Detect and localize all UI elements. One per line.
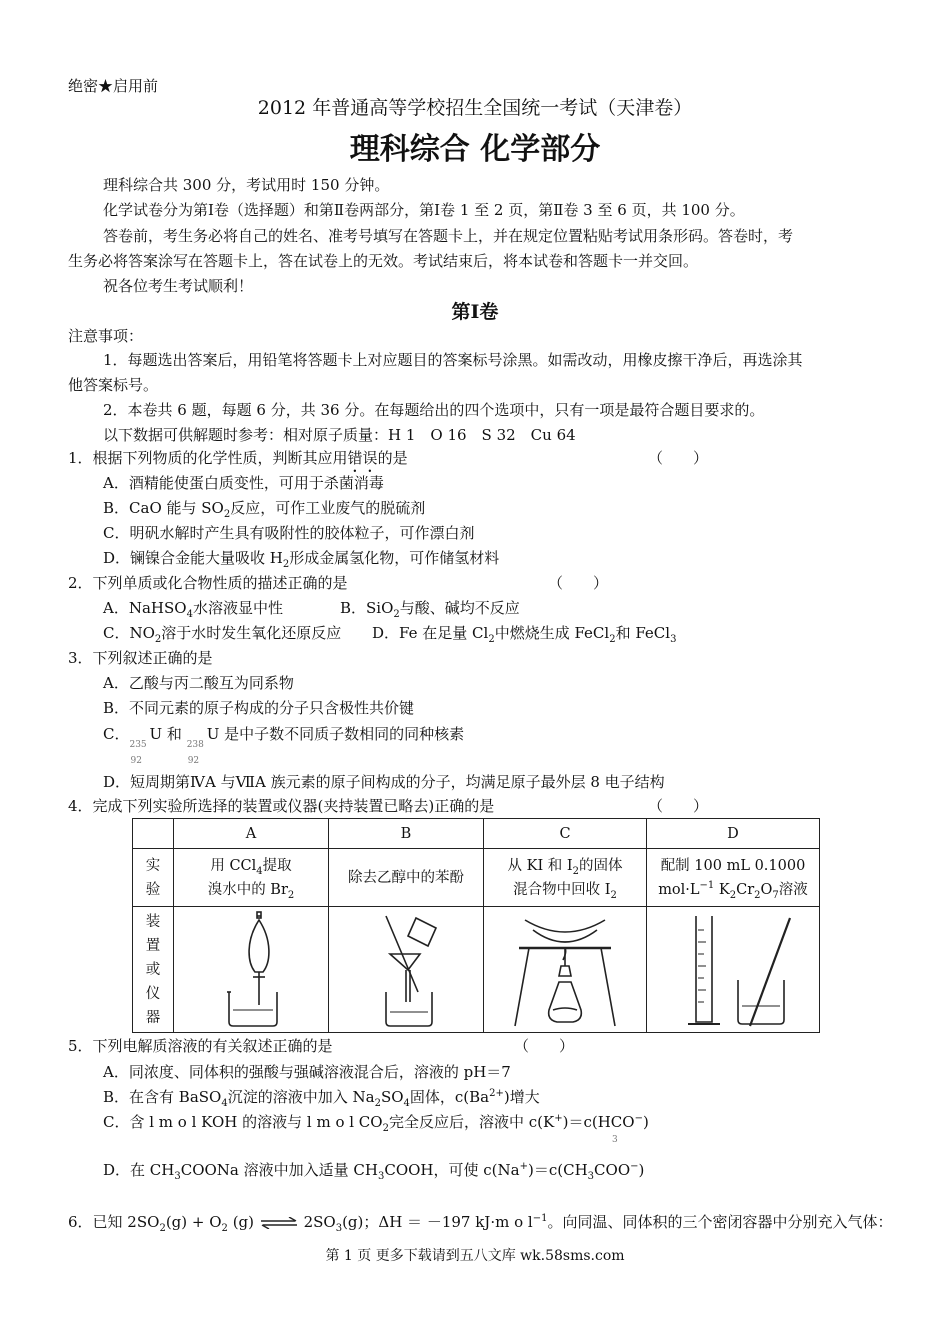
row-label-apparatus: 装 置 或 仪 器	[133, 907, 174, 1033]
q1-stem: 1．根据下列物质的化学性质，判断其应用错误的是	[68, 449, 408, 467]
q2-option-c: C．$NO_2$溶于水时发生氧化还原反应	[103, 624, 342, 645]
q4-stem: 4．完成下列实验所选择的装置或仪器(夹持装置已略去)正确的是	[68, 797, 495, 815]
q1-option-b: B．CaO 能与 $SO_2$反应，可作工业废气的脱硫剂	[103, 499, 426, 520]
q1-option-d: D．镧镍合金能大量吸收 $H_2$形成金属氢化物，可作储氢材料	[103, 549, 500, 570]
col-header-c: C	[484, 819, 647, 849]
sublimation-apparatus-icon	[505, 910, 625, 1030]
q3-stem: 3．下列叙述正确的是	[68, 649, 213, 667]
col-header-b: B	[329, 819, 484, 849]
q3-option-a: A．乙酸与丙二酸互为同系物	[103, 674, 294, 692]
q2-option-a: A．NaHSO$_4$水溶液显中性	[103, 599, 283, 620]
exam-title: 2012 年普通高等学校招生全国统一考试（天津卷）	[257, 97, 693, 119]
table-corner	[133, 819, 174, 849]
reference-data: 以下数据可供解题时参考：相对原子质量：H 1 O 16 S 32 Cu 64	[103, 426, 576, 444]
cell-a-experiment: 用 CCl$_4$提取 溴水中的 $Br_2$	[174, 849, 329, 907]
q3-option-b: B．不同元素的原子构成的分子只含极性共价键	[103, 699, 415, 717]
row-label-experiment: 实 验	[133, 849, 174, 907]
q1-answer-paren: （ ）	[648, 449, 709, 467]
q5-option-a: A．同浓度、同体积的强酸与强碱溶液混合后，溶液的 pH＝7	[103, 1063, 511, 1081]
q2-option-b: B．SiO$_2$与酸、碱均不反应	[340, 599, 520, 620]
note-line: 他答案标号。	[68, 376, 159, 394]
q1-option-a: A．酒精能使蛋白质变性，可用于杀菌消毒	[103, 474, 384, 492]
cell-a-apparatus	[174, 907, 329, 1033]
cell-b-apparatus	[329, 907, 484, 1033]
page-footer: 第 1 页 更多下载请到五八文库 wk.58sms.com	[325, 1248, 625, 1264]
q5-option-c: C．含 l m o l KOH 的溶液与 l m o l $CO_2$完全反应后，溶液中 c(K+)＝c(HCO−)	[103, 1113, 649, 1134]
q3-option-c: C． 235 92 U 和 238 92 U 是中子数不同质子数相同的同种核素	[103, 725, 465, 766]
q5-answer-paren: （ ）	[514, 1037, 575, 1055]
intro-line: 祝各位考生考试顺利！	[103, 277, 254, 295]
q5-stem: 5．下列电解质溶液的有关叙述正确的是	[68, 1037, 333, 1055]
secret-mark: 绝密★启用前	[68, 77, 159, 95]
cell-d-experiment: 配制 100 mL 0.1000 $mol\cdot L^{-1}$ $K_2Cr_2O_7$溶液	[647, 849, 820, 907]
q5-option-d: D．在 $CH_3COONa$ 溶液中加入适量 $CH_3COOH$，可使 $c(Na^+)=c(CH_3COO^-)$	[103, 1161, 645, 1182]
q1-option-c: C．明矾水解时产生具有吸附性的胶体粒子，可作漂白剂	[103, 524, 475, 542]
q5-c-subscript: 3	[612, 1135, 618, 1145]
cell-c-experiment: 从 KI 和 $I_2$的固体 混合物中回收 $I_2$	[484, 849, 647, 907]
filtration-funnel-icon	[356, 910, 456, 1030]
q4-answer-paren: （ ）	[648, 797, 709, 815]
intro-line: 答卷前，考生务必将自己的姓名、准考号填写在答题卡上，并在规定位置粘贴考试用条形码。答卷时，考	[103, 227, 794, 245]
col-header-a: A	[174, 819, 329, 849]
cell-d-apparatus	[647, 907, 820, 1033]
separatory-funnel-icon	[201, 910, 301, 1030]
apparatus-table	[132, 818, 820, 1033]
q3-option-d: D．短周期第ⅣA 与ⅦA 族元素的原子间构成的分子，均满足原子最外层 8 电子结构	[103, 773, 665, 791]
note-line: 2．本卷共 6 题，每题 6 分，共 36 分。在每题给出的四个选项中，只有一项是最符合题目要求的。	[103, 401, 765, 419]
intro-line: 生务必将答案涂写在答题卡上，答在试卷上的无效。考试结束后，将本试卷和答题卡一并交回。	[68, 252, 699, 270]
notes-heading: 注意事项：	[68, 327, 144, 345]
intro-line: 化学试卷分为第Ⅰ卷（选择题）和第Ⅱ卷两部分，第Ⅰ卷 1 至 2 页，第Ⅱ卷 3 至 6 页，共 100 分。	[103, 201, 745, 219]
q2-stem: 2．下列单质或化合物性质的描述正确的是	[68, 574, 348, 592]
graduated-cylinder-beaker-icon	[668, 910, 798, 1030]
q2-answer-paren: （ ）	[548, 574, 609, 592]
q2-option-d: D．Fe 在足量 $Cl_2$中燃烧生成 FeCl$_2$和 FeCl$_3$	[372, 624, 677, 645]
section-title: 第Ⅰ卷	[451, 301, 499, 323]
intro-line: 理科综合共 300 分，考试用时 150 分钟。	[103, 176, 390, 194]
cell-b-experiment: 除去乙醇中的苯酚	[329, 849, 484, 907]
col-header-d: D	[647, 819, 820, 849]
cell-c-apparatus	[484, 907, 647, 1033]
reversible-arrow-icon	[259, 1217, 299, 1229]
q5-option-b: B．在含有 BaSO$_4$沉淀的溶液中加入 $Na_2SO_4$固体，$c(Ba^{2+})$增大	[103, 1088, 540, 1109]
q6-stem: 6．已知 $2SO_2(g) + O_2$ (g) $2SO_3(g)$；ΔH ＝ －197 kJ·m o $l^{-1}$。向同温、同体积的三个密闭容器中分别充入气体：	[68, 1213, 893, 1234]
note-line: 1．每题选出答案后，用铅笔将答题卡上对应题目的答案标号涂黑。如需改动，用橡皮擦干净后，再选涂其	[103, 351, 803, 369]
subject-title: 理科综合 化学部分	[349, 132, 601, 167]
